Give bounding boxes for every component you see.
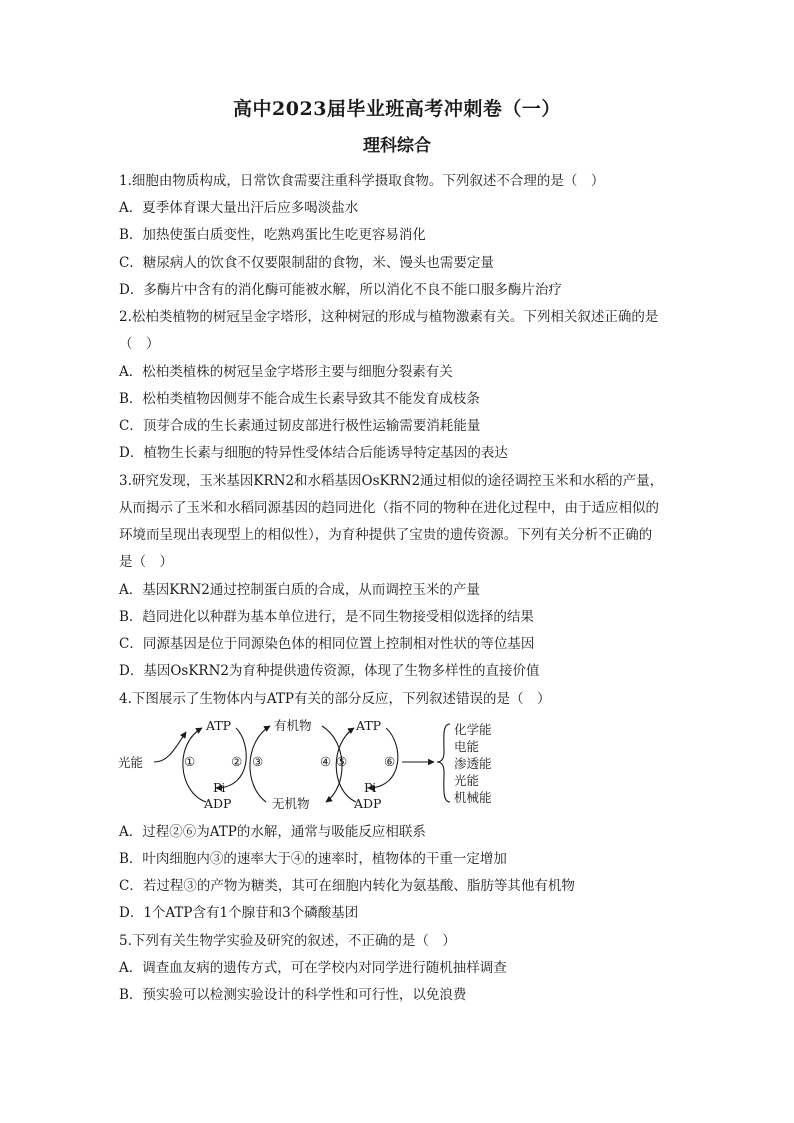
process-1-number: ① bbox=[184, 754, 196, 769]
question-5-option-b: B．预实验可以检测实验设计的科学性和可行性，以免浪费 bbox=[119, 987, 467, 1003]
process-3-number: ③ bbox=[252, 754, 264, 769]
question-2-option-a: A．松柏类植株的树冠呈金字塔形主要与细胞分裂素有关 bbox=[119, 364, 453, 380]
question-2-option-d: D．植物生长素与细胞的特异性受体结合后能诱导特定基因的表达 bbox=[119, 445, 508, 461]
question-2-option-c: C．顶芽合成的生长素通过韧皮部进行极性运输需要消耗能量 bbox=[119, 418, 481, 434]
energy-form-mechanical: 机械能 bbox=[454, 790, 492, 805]
light-energy-arrow bbox=[154, 732, 186, 762]
page-title: 高中2023届毕业班高考冲刺卷（一） bbox=[233, 98, 561, 120]
question-3-option-a: A．基因KRN2通过控制蛋白质的合成，从而调控玉米的产量 bbox=[119, 582, 480, 598]
question-5-option-a: A．调查血友病的遗传方式，可在学校内对同学进行随机抽样调查 bbox=[119, 960, 507, 976]
energy-form-osmotic: 渗透能 bbox=[454, 756, 492, 771]
process-6-number: ⑥ bbox=[384, 754, 396, 769]
question-4-option-a: A．过程②⑥为ATP的水解，通常与吸能反应相联系 bbox=[119, 824, 426, 840]
question-1-option-c: C．糖尿病人的饮食不仅要限制甜的食物，米、馒头也需要定量 bbox=[119, 255, 494, 271]
atp-right-label: ATP bbox=[356, 718, 382, 733]
inorganic-matter-label: 无机物 bbox=[272, 796, 310, 811]
process-5-number: ⑤ bbox=[336, 754, 348, 769]
question-1-option-d: D．多酶片中含有的消化酶可能被水解，所以消化不良不能口服多酶片治疗 bbox=[119, 282, 562, 298]
question-2-option-b: B．松柏类植物因侧芽不能合成生长素导致其不能发育成枝条 bbox=[119, 391, 480, 407]
energy-form-chemical: 化学能 bbox=[454, 722, 492, 737]
light-energy-label: 光能 bbox=[118, 755, 144, 770]
adp-left-label: ADP bbox=[204, 796, 232, 811]
question-4-option-c: C．若过程③的产物为糖类，其可在细胞内转化为氨基酸、脂肪等其他有机物 bbox=[119, 878, 575, 894]
question-1-option-a: A．夏季体育课大量出汗后应多喝淡盐水 bbox=[119, 200, 359, 216]
question-3-option-c: C．同源基因是位于同源染色体的相同位置上控制相对性状的等位基因 bbox=[119, 636, 535, 652]
pi-right-label: Pi bbox=[364, 780, 377, 795]
atp-reaction-diagram bbox=[116, 716, 516, 812]
atp-left-label: ATP bbox=[206, 718, 232, 733]
energy-form-electrical: 电能 bbox=[454, 739, 480, 754]
question-3-option-b: B．趋同进化以种群为基本单位进行，是不同生物接受相似选择的结果 bbox=[119, 609, 534, 625]
question-3-stem-cont-2: 环境而呈现出表现型上的相似性），为育种提供了宝贵的遗传资源。下列有关分析不正确的 bbox=[119, 527, 653, 543]
pi-left-label: Pi bbox=[213, 780, 226, 795]
question-1-option-b: B．加热使蛋白质变性，吃熟鸡蛋比生吃更容易消化 bbox=[119, 227, 426, 243]
page-subtitle: 理科综合 bbox=[363, 136, 431, 156]
question-4-option-d: D．1个ATP含有1个腺苷和3个磷酸基团 bbox=[119, 905, 359, 921]
adp-right-label: ADP bbox=[354, 796, 382, 811]
process-4-number: ④ bbox=[320, 754, 332, 769]
question-3-option-d: D．基因OsKRN2为育种提供遗传资源，体现了生物多样性的直接价值 bbox=[119, 663, 540, 679]
question-2-stem-cont: （ ） bbox=[119, 336, 160, 352]
question-2-stem: 2.松柏类植物的树冠呈金字塔形，这种树冠的形成与植物激素有关。下列相关叙述正确的是 bbox=[119, 309, 659, 325]
question-1-stem: 1.细胞由物质构成，日常饮食需要注重科学摄取食物。下列叙述不合理的是（ ） bbox=[119, 173, 605, 189]
organic-matter-label: 有机物 bbox=[274, 718, 312, 733]
question-3-stem: 3.研究发现，玉米基因KRN2和水稻基因OsKRN2通过相似的途径调控玉米和水稻的产量， bbox=[119, 473, 664, 489]
question-3-stem-cont-1: 从而揭示了玉米和水稻同源基因的趋同进化（指不同的物种在进化过程中，由于适应相似的 bbox=[119, 500, 659, 516]
energy-form-light: 光能 bbox=[454, 773, 480, 788]
question-4-stem: 4.下图展示了生物体内与ATP有关的部分反应，下列叙述错误的是（ ） bbox=[119, 691, 551, 707]
process-2-number: ② bbox=[231, 754, 243, 769]
question-5-stem: 5.下列有关生物学实验及研究的叙述，不正确的是（ ） bbox=[119, 933, 456, 949]
energy-brace bbox=[437, 724, 450, 802]
question-3-stem-cont-3: 是（ ） bbox=[119, 554, 173, 570]
question-4-option-b: B．叶肉细胞内③的速率大于④的速率时，植物体的干重一定增加 bbox=[119, 851, 507, 867]
